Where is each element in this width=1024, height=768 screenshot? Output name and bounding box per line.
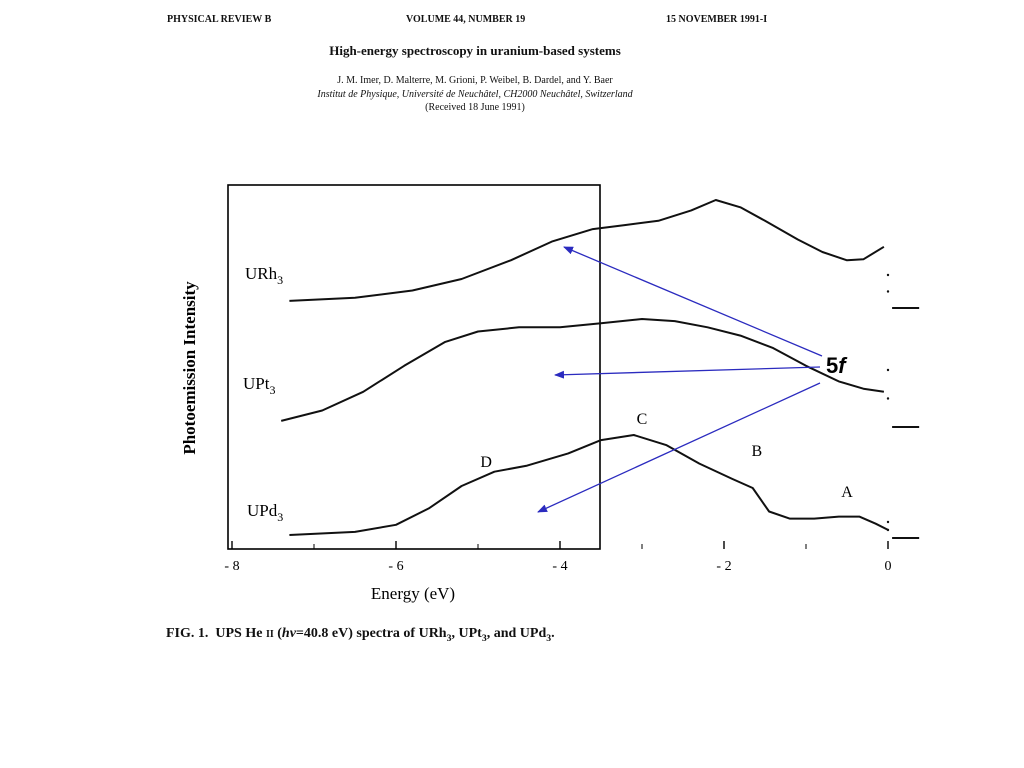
- affiliation: Institut de Physique, Université de Neuchâtel, CH2000 Neuchâtel, Switzerland: [317, 89, 633, 100]
- peak-label: A: [841, 484, 853, 501]
- x-tick-label: - 6: [388, 559, 404, 574]
- volume-number: VOLUME 44, NUMBER 19: [406, 14, 526, 25]
- caption-subscript: 3: [446, 632, 452, 644]
- x-axis-label: Energy (eV): [370, 584, 456, 603]
- data-point: [887, 274, 889, 276]
- spectrum-line-urh3: [289, 200, 884, 301]
- caption-subscript: 3: [481, 632, 487, 644]
- caption-text: UPS He: [215, 626, 263, 641]
- caption-subscript: 3: [546, 632, 552, 644]
- data-point: [887, 521, 889, 523]
- y-axis-label: Photoemission Intensity: [180, 281, 199, 455]
- plot-frame: [228, 185, 600, 549]
- series-label-subscript: 3: [277, 273, 284, 287]
- data-point: [887, 290, 889, 292]
- received-date: (Received 18 June 1991): [425, 102, 525, 113]
- x-tick-label: - 8: [224, 559, 240, 574]
- series-label-subscript: 3: [277, 510, 284, 524]
- paper-title: High-energy spectroscopy in uranium-based systems: [329, 43, 621, 58]
- peak-label: C: [636, 411, 648, 428]
- caption-text: .: [551, 626, 555, 641]
- peak-label: B: [751, 443, 763, 460]
- annotation-label: 5f: [826, 353, 848, 378]
- data-point: [887, 369, 889, 371]
- x-tick-label: - 4: [552, 559, 568, 574]
- series-label: UPt$_3$: [243, 374, 276, 397]
- series-label: URh$_3$: [245, 264, 284, 287]
- caption-fig-number: FIG. 1.: [166, 626, 209, 641]
- annotation-arrow: [564, 247, 822, 356]
- caption-text: , UPt: [451, 626, 482, 641]
- annotation-arrow: [555, 367, 820, 375]
- spectrum-line-upd3: [289, 435, 888, 535]
- peak-label: D: [480, 454, 492, 471]
- caption-text: , and UPd: [486, 626, 547, 641]
- figure-caption: [146, 624, 666, 648]
- caption-roman-numeral: II: [265, 629, 274, 640]
- data-point: [887, 529, 889, 531]
- series-label: UPd$_3$: [247, 501, 284, 524]
- author-list: J. M. Imer, D. Malterre, M. Grioni, P. Weibel, B. Dardel, and Y. Baer: [337, 75, 613, 86]
- x-tick-label: 0: [884, 559, 892, 574]
- caption-hv: hν: [281, 626, 296, 641]
- series-label-subscript: 3: [269, 383, 276, 397]
- journal-name: PHYSICAL REVIEW B: [167, 14, 272, 25]
- caption-text: =40.8 eV) spectra of URh: [295, 626, 447, 641]
- annotation-label-italic: f: [838, 353, 846, 378]
- spectrum-line-upt3: [281, 319, 884, 421]
- x-tick-label: - 2: [716, 559, 732, 574]
- data-point: [887, 397, 889, 399]
- issue-date: 15 NOVEMBER 1991-I: [666, 14, 768, 25]
- caption-text: (: [277, 626, 282, 641]
